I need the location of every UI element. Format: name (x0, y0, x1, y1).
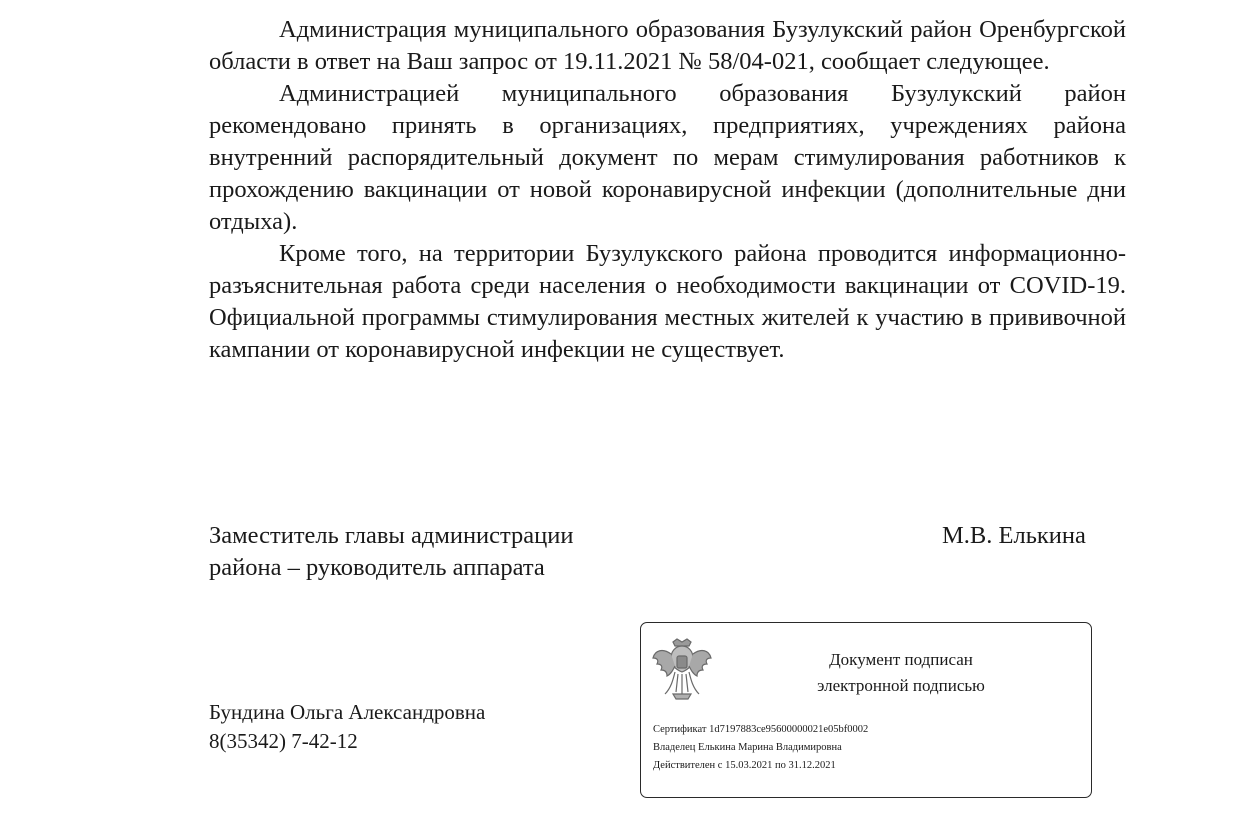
paragraph-information-work: Кроме того, на территории Бузулукского района проводится информационно-разъяснительная работа среди населения о необходимости вакцинации от COVID-19. Официальной программы стимулирования местных жителей к участию в прививочной кампании от коронавирусной инфекции не существует. (209, 240, 1126, 363)
signer-name: М.В. Елькина (942, 522, 1086, 549)
stamp-details (653, 721, 868, 775)
stamp-owner: Владелец Елькина Марина Владимировна (653, 742, 842, 753)
electronic-signature-stamp (640, 622, 1092, 798)
stamp-heading-line1: Документ подписан (829, 650, 973, 669)
stamp-heading (751, 647, 1051, 699)
russian-coat-of-arms-icon (651, 636, 713, 702)
paragraph-response-intro: Администрация муниципального образования Бузулукский район Оренбургской области в ответ на Ваш запрос от 19.11.2021 № 58/04-021, сообщает следующее. (209, 16, 1126, 75)
stamp-certificate: Сертификат 1d7197883ce95600000021e05bf0002 (653, 724, 869, 735)
signer-position-line1: Заместитель главы администрации (209, 522, 574, 549)
paragraph-recommendation: Администрацией муниципального образования Бузулукский район рекомендовано принять в организациях, предприятиях, учреждениях района внутренний распорядительный документ по мерам стимулирования работников к прохождению вакцинации от новой коронавирусной инфекции (дополнительные дни отдыха). (209, 80, 1126, 235)
stamp-validity: Действителен с 15.03.2021 по 31.12.2021 (653, 760, 836, 771)
signer-position (209, 520, 574, 584)
executor-phone: 8(35342) 7-42-12 (209, 729, 358, 753)
stamp-heading-line2: электронной подписью (817, 676, 985, 695)
executor-name: Бундина Ольга Александровна (209, 700, 486, 724)
letter-body (209, 14, 1126, 366)
executor-contact (209, 698, 485, 756)
signer-position-line2: района – руководитель аппарата (209, 554, 545, 581)
